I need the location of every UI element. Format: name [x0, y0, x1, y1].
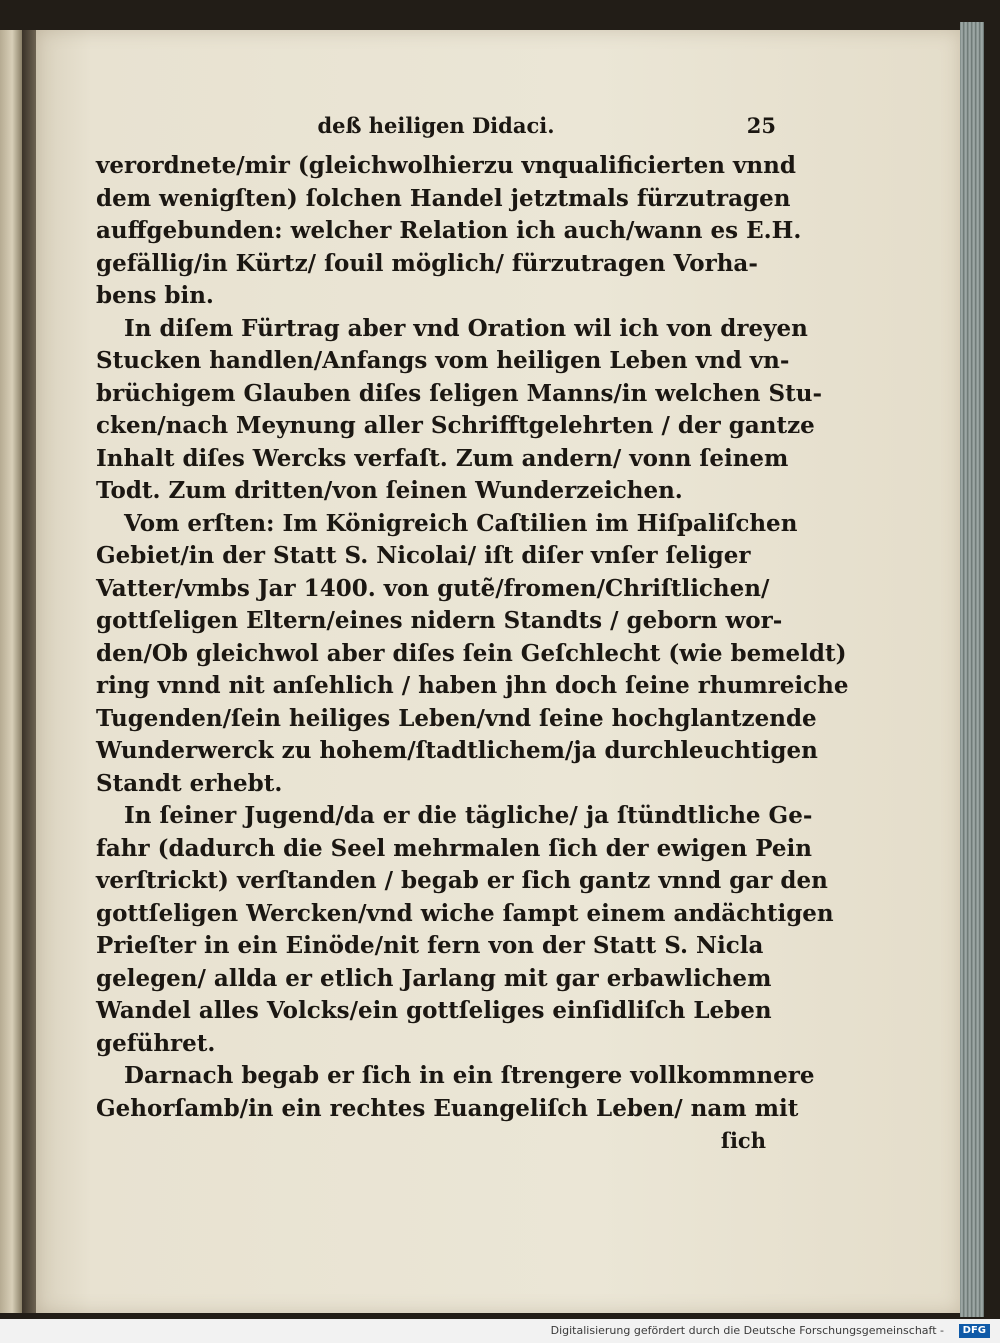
text-line: In ſeiner Jugend/da er die tägliche/ ja ſtündtliche Ge- [124, 802, 813, 829]
text-line: verordnete/mir (gleichwolhierzu vnqualificierten vnnd [96, 152, 796, 179]
text-line: In diſem Fürtrag aber vnd Oration wil ich von dreyen [124, 314, 808, 342]
running-head: deß heiligen Didaci. [317, 113, 555, 138]
text-line: dem wenigſten) ſolchen Handel jetztmals fürzutragen [96, 184, 791, 212]
catchword: ſich [720, 1128, 766, 1153]
text-line: Standt erhebt. [96, 769, 283, 797]
text-line: ring vnnd nit anſehlich / haben jhn doch ſeine rhumreiche [96, 672, 849, 699]
text-line: gelegen/ allda er etlich Jarlang mit gar erbawlichem [96, 964, 772, 992]
text-line: verſtrickt) verſtanden / begab er ſich gantz vnnd gar den [96, 867, 828, 894]
text-line: brüchigem Glauben diſes ſeligen Manns/in welchen Stu- [96, 379, 823, 407]
text-line: Todt. Zum dritten/von ſeinen Wunderzeichen. [96, 477, 683, 504]
text-line: den/Ob gleichwol aber diſes ſein Geſchlecht (wie bemeldt) [96, 639, 847, 667]
digitization-footer [0, 1319, 1000, 1343]
text-line: Wunderwerck zu hohem/ſtadtlichem/ja durchleuchtigen [96, 737, 818, 764]
text-line: gottſeligen Wercken/vnd wiche ſampt einem andächtigen [96, 899, 834, 927]
text-line: Vom erſten: Im Königreich Caſtilien im Hiſpaliſchen [124, 509, 798, 537]
text-line: fahr (dadurch die Seel mehrmalen ſich der ewigen Pein [96, 834, 812, 862]
text-line: Vatter/vmbs Jar 1400. von gutẽ/fromen/Chriſtlichen/ [96, 574, 770, 602]
text-line: Gebiet/in der Statt S. Nicolai/ iſt diſer vnſer ſeliger [96, 542, 751, 569]
dfg-logo: DFG [959, 1324, 990, 1338]
text-line: cken/nach Meynung aller Schrifftgelehrten / der gantze [96, 412, 815, 439]
text-line: gefällig/in Kürtz/ ſouil möglich/ fürzutragen Vorha- [96, 249, 758, 277]
text-line: Gehorſamb/in ein rechtes Euangeliſch Leben/ nam mit [96, 1094, 799, 1122]
text-line: Prieſter in ein Einöde/nit fern von der Statt S. Nicla [96, 932, 764, 959]
page-stack-edge [960, 22, 984, 1317]
text-line: gottſeligen Eltern/eines nidern Standts / geborn wor- [96, 607, 783, 634]
text-line: Inhalt diſes Wercks verfaſt. Zum andern/ vonn ſeinem [96, 444, 789, 472]
book-gutter [22, 30, 36, 1313]
text-line: Stucken handlen/Anfangs vom heiligen Leben vnd vn- [96, 347, 790, 374]
page-number: 25 [746, 113, 776, 138]
text-line: bens bin. [96, 282, 214, 309]
footer-credit: Digitalisierung gefördert durch die Deutsche Forschungsgemeinschaft - [550, 1324, 944, 1337]
text-line: auffgebunden: welcher Relation ich auch/wann es E.H. [96, 217, 802, 244]
text-line: Tugenden/ſein heiliges Leben/vnd ſeine hochglantzende [96, 704, 817, 732]
text-line: Wandel alles Volcks/ein gottſeliges einſidliſch Leben [96, 997, 772, 1024]
text-line: Darnach begab er ſich in ein ſtrengere vollkommnere [124, 1062, 815, 1089]
text-line: geführet. [96, 1029, 216, 1057]
previous-page-edge [0, 30, 22, 1313]
